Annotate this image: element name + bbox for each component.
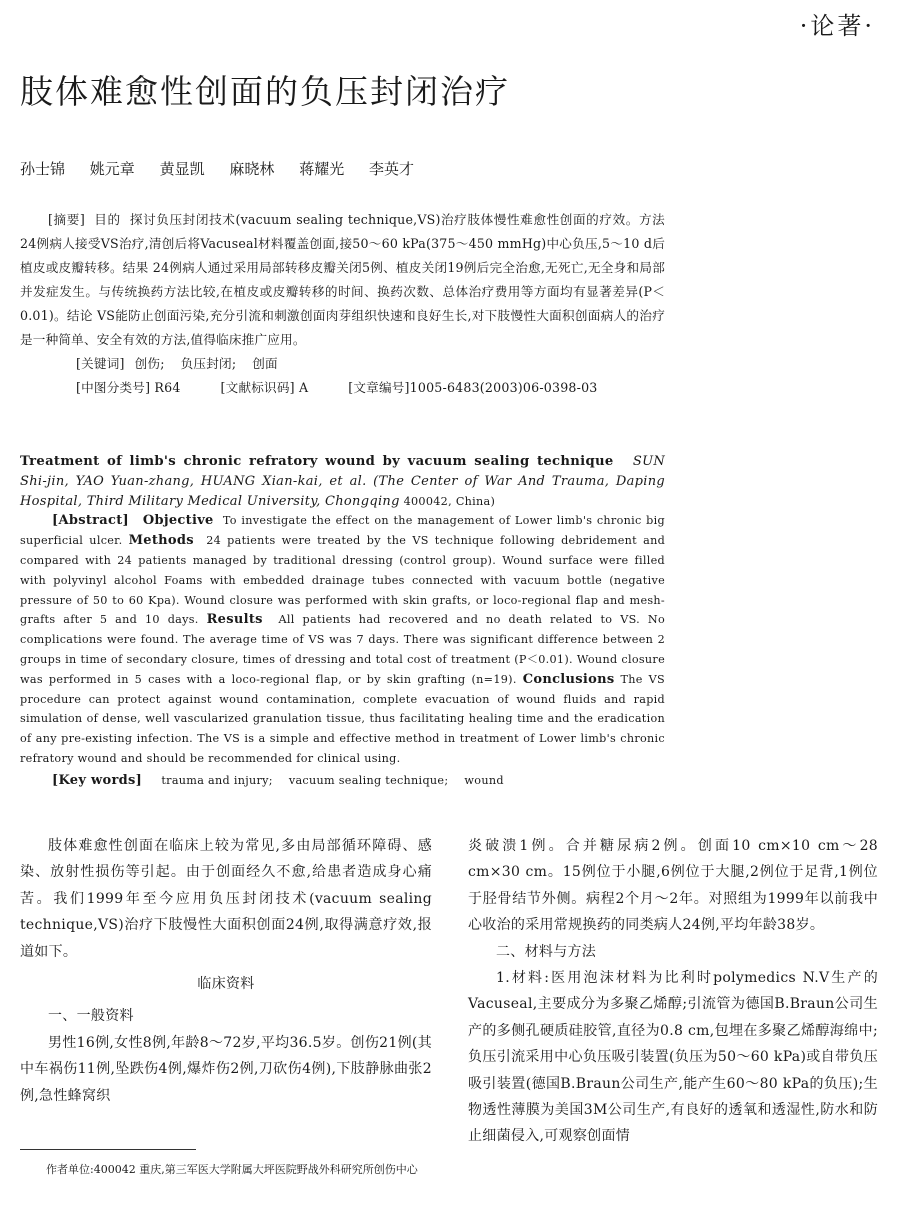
author: 孙士锦: [20, 160, 66, 178]
body-paragraph: 1.材料:医用泡沫材料为比利时polymedics N.V生产的Vacuseal,主要成分为多聚乙烯醇;引流管为德国B.Braun公司生产的多侧孔硬质硅胶管,直径为0.8 cm,包埋在多聚乙烯醇海绵中;负压引流采用中心负压吸引装置(负压为50～60 kPa)或自带负压吸引装置(德国B.Braun公司生产,能产生60～80 kPa的负压);生物透性薄膜为美国3M公司生产,有良好的透氧和透湿性,防水和防止细菌侵入,可观察创面情: [468, 970, 878, 1145]
en-results: All patients had recovered and no death related to VS. No complications were found. The average time of VS was 7 days. There was significant difference between 2 groups in time of secondary closure, times of dressing and total cost of treatment (P＜0.01). Wound closure was performed in 5 cases with a loco-regional flap, or by skin grafting (n=19).: [20, 613, 665, 686]
keyword: 负压封闭;: [180, 356, 237, 371]
clc-value: R64: [154, 380, 181, 395]
body-column-right: [468, 833, 878, 1150]
doc-code-label: [文献标识码]: [220, 380, 295, 395]
article-title: 肢体难愈性创面的负压封闭治疗: [20, 72, 510, 111]
column-tag: ·论著·: [799, 12, 875, 40]
en-conclusions-label: Conclusions: [522, 671, 615, 687]
abstract-cn-body: [20, 208, 665, 352]
en-keyword: wound: [464, 773, 504, 787]
author: 黄显凯: [159, 160, 205, 178]
en-keyword: trauma and injury;: [161, 773, 273, 787]
author-list: [20, 158, 434, 179]
english-title: Treatment of limb's chronic refratory wound by vacuum sealing technique: [20, 454, 614, 469]
en-keywords-label: [Key words]: [52, 772, 143, 788]
clc-label: [中图分类号]: [76, 380, 151, 395]
english-authors: SUN Shi-jin, YAO Yuan-zhang, HUANG Xian-kai, et al. (The Center of War And Trauma, Daping Hospital, Third Military Medical University, Chongqing: [20, 454, 665, 509]
english-abstract-body: [20, 511, 665, 768]
classification-row: [20, 376, 665, 400]
author: 李英才: [368, 160, 414, 178]
author: 蒋耀光: [299, 160, 345, 178]
keyword: 创伤;: [134, 356, 165, 371]
en-abstract-label: [Abstract]: [52, 513, 129, 529]
article-no-label: [文章编号]: [348, 380, 410, 395]
abstract-cn: [20, 208, 665, 400]
body-column-left: [20, 833, 432, 1109]
body-paragraph: 炎破溃1例。合并糖尿病2例。创面10 cm×10 cm～28 cm×30 cm。15例位于小腿,6例位于大腿,2例位于足背,1例位于胫骨结节外侧。病程2个月～2年。对照组为1999年以前我中心收治的采用常规换药的同类病人24例,平均年龄38岁。: [468, 838, 878, 934]
intro-paragraph: 肢体难愈性创面在临床上较为常见,多由局部循环障碍、感染、放射性损伤等引起。由于创面经久不愈,给患者造成身心痛苦。我们1999年至今应用负压封闭技术(vacuum sealing technique,VS)治疗下肢慢性大面积创面24例,取得满意疗效,报道如下。: [20, 838, 432, 960]
body-paragraph: 男性16例,女性8例,年龄8～72岁,平均36.5岁。创伤21例(其中车祸伤11例,坠跌伤4例,爆炸伤2例,刀砍伤4例),下肢静脉曲张2例,急性蜂窝织: [20, 1034, 432, 1104]
en-methods: 24 patients were treated by the VS technique following debridement and compared with 24 patients managed by traditional dressing (control group). Wound surface were filled with polyvinyl alcohol Foams with embedded drainage tubes connected with vacuum bottle (negative pressure of 50 to 60 Kpa). Wound closure was performed with skin grafts, or loco-regional flap and mesh-grafts after 5 and 10 days.: [20, 534, 666, 627]
english-title-row: [20, 452, 665, 511]
en-objective-label: Objective: [142, 513, 214, 529]
en-keyword: vacuum sealing technique;: [288, 773, 449, 787]
footnote-rule: [20, 1149, 196, 1150]
abstract-text: 探讨负压封闭技术(vacuum sealing technique,VS)治疗肢体慢性难愈性创面的疗效。方法 24例病人接受VS治疗,清创后将Vacuseal材料覆盖创面,接50～60 kPa(375～450 mmHg)中心负压,5～10 d后植皮或皮瓣转移。结果 24例病人通过采用局部转移皮瓣关闭5例、植皮关闭19例后完全治愈,无死亡,无全身和局部并发症发生。与传统换药方法比较,在植皮或皮瓣转移的时间、换药次数、总体治疗费用等方面均有显著差异(P＜0.01)。结论 VS能防止创面污染,充分引流和刺激创面肉芽组织快速和良好生长,对下肢慢性大面积创面病人的治疗是一种简单、安全有效的方法,值得临床推广应用。: [20, 212, 665, 347]
objective-label: 目的: [94, 212, 121, 227]
subsection-heading: 一、一般资料: [48, 1008, 134, 1025]
english-abstract: [20, 452, 665, 791]
en-results-label: Results: [206, 612, 263, 628]
en-conclusions: The VS procedure can protect against wound contamination, complete evacuation of wound fluids and rapid simulation of dense, well vascularized granulation tissue, thus facilitating healing time and the eradication of any pre-existing infection. The VS is a simple and effective method in treatment of Lower limb's chronic refratory wound and should be recommended for clinical using.: [20, 672, 666, 765]
footnote: 作者单位:400042 重庆,第三军医大学附属大坪医院野战外科研究所创伤中心: [46, 1163, 418, 1176]
author: 姚元章: [89, 160, 135, 178]
keywords-cn: [20, 352, 665, 376]
keyword: 创面: [252, 356, 278, 371]
doc-code-value: A: [298, 380, 309, 395]
author: 麻晓林: [229, 160, 275, 178]
section-heading: 临床资料: [197, 976, 255, 993]
abstract-label: [摘要]: [48, 212, 86, 227]
english-postcode: 400042, China): [403, 494, 496, 508]
en-objective: To investigate the effect on the management of Lower limb's chronic big superficial ulcer.: [20, 514, 665, 548]
keywords-label: [关键词]: [76, 356, 125, 371]
subsection-heading: 二、材料与方法: [496, 943, 597, 960]
english-keywords: [20, 771, 665, 791]
en-methods-label: Methods: [128, 533, 194, 549]
article-no-value: 1005-6483(2003)06-0398-03: [409, 380, 598, 395]
